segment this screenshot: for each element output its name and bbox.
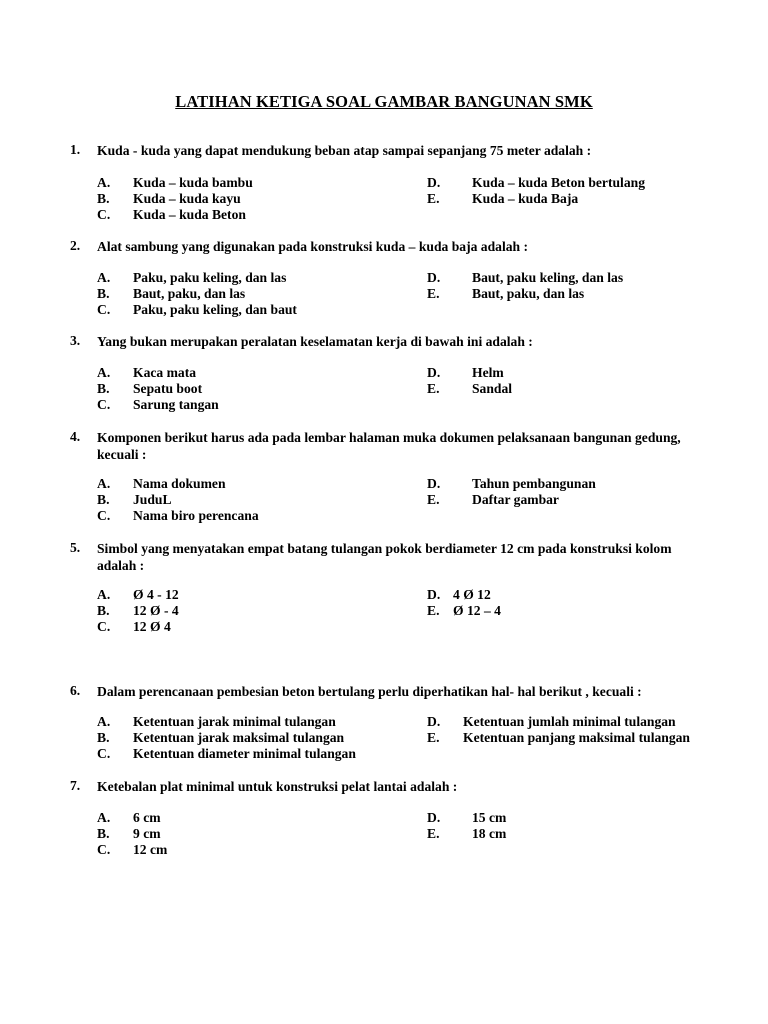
question-text: Yang bukan merupakan peralatan keselamatan kerja di bawah ini adalah : [97, 334, 533, 349]
question-number: 1. [70, 142, 81, 157]
question-text: Dalam perencanaan pembesian beton bertulang perlu diperhatikan hal- hal berikut , kecuali : [97, 684, 642, 699]
question-text: Komponen berikut harus ada pada lembar halaman muka dokumen pelaksanaan bangunan gedung, kecuali : [97, 430, 681, 462]
question-text: Simbol yang menyatakan empat batang tulangan pokok berdiameter 12 cm pada konstruksi kolom adalah : [97, 541, 672, 573]
document-page: LATIHAN KETIGA SOAL GAMBAR BANGUNAN SMK 1. Kuda - kuda yang dapat mendukung beban atap sampai sepanjang 75 meter adalah : A. Kuda – kuda bambu B. Kuda – kuda kayu C. Kuda – kuda Beton D. Kuda – kuda Beton bertulang E. Kuda – kuda Baja 2. Alat sambung yang digunakan pada konstruksi kuda – kuda baja adalah : A. Paku, paku keling, dan las B. Baut, paku, dan las C. Paku, paku keling, dan baut D. Baut, paku keling, dan las E. Baut, paku, dan las 3. Yang bukan merupakan peralatan keselamatan kerja di bawah ini adalah : A. Kaca mata B. Sepatu boot C. Sarung tangan D. Helm E. Sandal 4. Komponen berikut harus ada pada lembar halaman muka dokumen pelaksanaan bangunan gedung, kecuali : A. Nama dokumen B. JuduL C. Nama biro perencana D. Tahun pembangunan E. Daftar gambar 5. Simbol yang menyatakan empat batang tulangan pokok berdiameter 12 cm pada konstruksi kolom adalah : A. Ø 4 - 12 B. 12 Ø - 4 C. 12 Ø 4 D. 4 Ø 12 E. Ø 12 – 4 6. Dalam perencanaan pembesian beton bertulang perlu diperhatikan hal- hal berikut , kecuali : A. Ketentuan jarak minimal tulangan B. Ketentuan jarak maksimal tulangan C. Ketentuan diameter minimal tulangan D. Ketentuan jumlah minimal tulangan E. Ketentuan panjang maksimal tulangan 7. Ketebalan plat minimal untuk konstruksi pelat lantai adalah : A. 6 cm B. 9 cm C. 12 cm D. 15 cm E. 18 cm [0, 0, 768, 1024]
question-number: 6. [70, 683, 81, 698]
question-text: Ketebalan plat minimal untuk konstruksi pelat lantai adalah : [97, 779, 458, 794]
question-number: 7. [70, 778, 81, 793]
question-number: 2. [70, 238, 81, 253]
question-number: 5. [70, 540, 81, 555]
question-text: Alat sambung yang digunakan pada konstruksi kuda – kuda baja adalah : [97, 239, 529, 254]
document-title: LATIHAN KETIGA SOAL GAMBAR BANGUNAN SMK [175, 92, 593, 111]
question-text: Kuda - kuda yang dapat mendukung beban atap sampai sepanjang 75 meter adalah : [97, 143, 592, 158]
question-number: 4. [70, 429, 81, 444]
question-number: 3. [70, 333, 81, 348]
